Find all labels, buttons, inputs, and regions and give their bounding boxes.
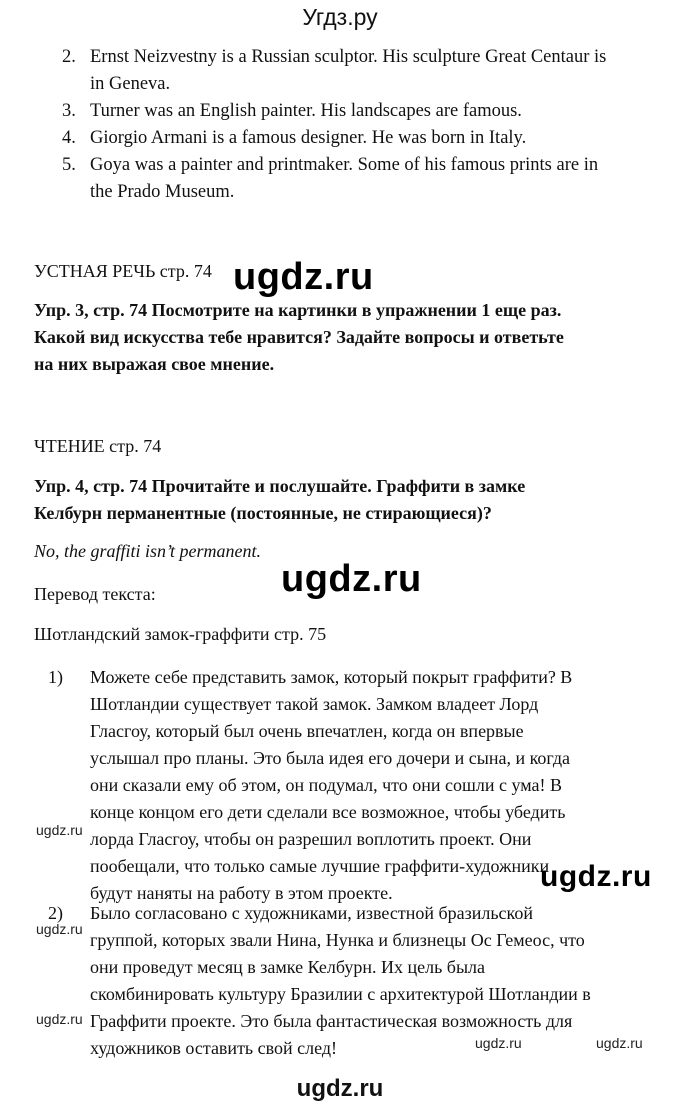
list-number: 5.: [62, 155, 76, 175]
paragraph-line: Шотландии существует такой замок. Замком владеет Лорд: [90, 694, 539, 714]
watermark: ugdz.ru: [596, 1035, 643, 1051]
site-title: Угдз.ру: [302, 4, 378, 30]
paragraph-line: лорда Гласгоу, чтобы он разрешил воплотить проект. Они: [90, 829, 532, 849]
paragraph-line: услышал про планы. Это была идея его дочери и сына, и когда: [90, 748, 571, 768]
list-line: Goya was a painter and printmaker. Some of his famous prints are in: [90, 155, 599, 175]
watermark: ugdz.ru: [36, 1011, 83, 1027]
list-line: in Geneva.: [90, 74, 171, 94]
paragraph-line: Было согласовано с художниками, известной бразильской: [90, 903, 534, 923]
paragraph-line: художников оставить свой след!: [90, 1038, 338, 1058]
paragraph-line: Граффити проекте. Это была фантастическая возможность для: [90, 1011, 573, 1031]
watermark: ugdz.ru: [540, 860, 652, 893]
watermark: ugdz.ru: [281, 558, 422, 600]
watermark: ugdz.ru: [36, 822, 83, 838]
task-line: Келбурн перманентные (постоянные, не стирающиеся)?: [34, 503, 492, 523]
watermark: ugdz.ru: [36, 921, 83, 937]
task-line: Упр. 4, стр. 74 Прочитайте и послушайте. Граффити в замке: [34, 476, 526, 496]
translation-label: Перевод текста:: [34, 584, 156, 604]
paragraph: [48, 900, 658, 1065]
task-reading: [34, 473, 654, 527]
list-number: 3.: [62, 101, 76, 121]
list-line: Ernst Neizvestny is a Russian sculptor. His sculpture Great Centaur is: [90, 47, 607, 67]
task-oral: [34, 297, 654, 378]
paragraph-line: конце концом его дети сделали все возможное, чтобы убедить: [90, 802, 566, 822]
list-line: Turner was an English painter. His landscapes are famous.: [90, 101, 522, 121]
paragraph-number: 2): [48, 903, 63, 923]
list-number: 2.: [62, 47, 76, 67]
paragraph-number: 1): [48, 667, 63, 687]
paragraph-line: они проведут месяц в замке Келбурн. Их цель была: [90, 957, 486, 977]
answer: No, the graffiti isn’t permanent.: [34, 541, 261, 561]
paragraph-line: скомбинировать культуру Бразилии с архитектурой Шотландии в: [90, 984, 591, 1004]
list-line: the Prado Museum.: [90, 182, 235, 202]
watermark: ugdz.ru: [233, 256, 374, 298]
task-line: Какой вид искусства тебе нравится? Задайте вопросы и ответьте: [34, 327, 564, 347]
paragraph-line: Гласгоу, который был очень впечатлен, когда он впервые: [90, 721, 524, 741]
paragraph-line: группой, которых звали Нина, Нунка и близнецы Ос Гемеос, что: [90, 930, 585, 950]
watermark: ugdz.ru: [475, 1035, 522, 1051]
paragraph-line: они сказали ему об этом, он подумал, что они сошли с ума! В: [90, 775, 563, 795]
section-heading-reading: ЧТЕНИЕ стр. 74: [34, 436, 162, 456]
text-title: Шотландский замок-граффити стр. 75: [34, 624, 327, 644]
task-line: Упр. 3, стр. 74 Посмотрите на картинки в упражнении 1 еще раз.: [34, 300, 562, 320]
paragraph-line: пообещали, что только самые лучшие граффити-художники: [90, 856, 550, 876]
paragraph-line: Можете себе представить замок, который покрыт граффити? В: [90, 667, 573, 687]
list-line: Giorgio Armani is a famous designer. He was born in Italy.: [90, 128, 527, 148]
list-number: 4.: [62, 128, 76, 148]
section-heading-oral: УСТНАЯ РЕЧЬ стр. 74: [34, 261, 212, 281]
footer-watermark: ugdz.ru: [296, 1075, 384, 1102]
task-line: на них выражая свое мнение.: [34, 354, 275, 374]
paragraph-line: будут наняты на работу в этом проекте.: [90, 883, 393, 903]
